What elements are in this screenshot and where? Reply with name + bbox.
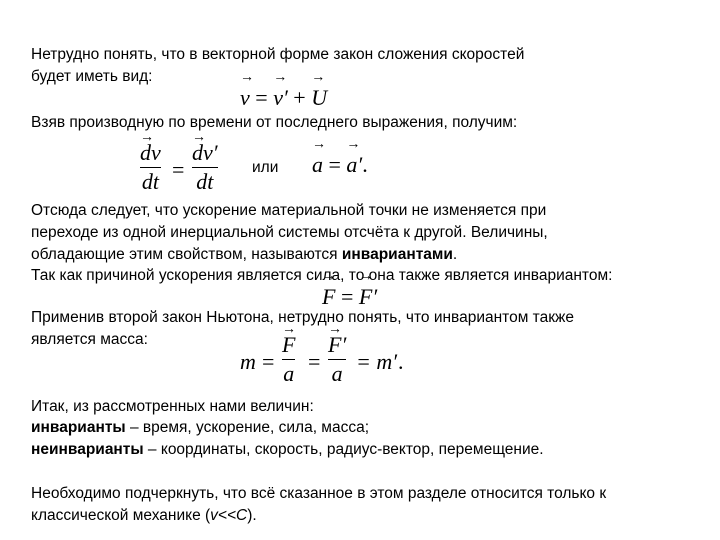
term-invariants: инварианты	[31, 419, 126, 436]
condition-v-less-c: v<<C	[210, 507, 248, 524]
text-line: Нетрудно понять, что в векторной форме закон сложения скоростей	[31, 46, 525, 63]
plus-sign: +	[287, 85, 312, 110]
formula-force-invariance	[322, 284, 377, 310]
fraction-dv-dt	[140, 140, 161, 195]
numerator: → dv	[140, 140, 161, 166]
equals-sign: =	[323, 152, 347, 177]
f-prime-vector: → F′	[359, 284, 377, 310]
text-span: – время, ускорение, сила, масса;	[125, 419, 370, 436]
equals-sign: =	[308, 349, 321, 374]
text-line: будет иметь вид:	[31, 68, 153, 85]
text-line	[31, 246, 457, 264]
v-prime-vector: → v′	[273, 85, 288, 111]
fraction-f-over-a	[282, 332, 295, 387]
text-line	[31, 419, 369, 437]
text-span: – координаты, скорость, радиус-вектор, перемещение.	[143, 441, 544, 458]
text-line: Итак, из рассмотренных нами величин:	[31, 398, 314, 415]
fraction-f-prime-over-a	[328, 332, 346, 387]
formula-acceleration-invariance	[312, 152, 368, 178]
equals-sign: =	[335, 284, 359, 309]
a-vector: → a	[312, 152, 323, 178]
text-line: Отсюда следует, что ускорение материальной точки не изменяется при	[31, 202, 547, 219]
equals-sign: =	[262, 349, 275, 374]
equals-sign: =	[249, 85, 274, 110]
text-span: классической механике (	[31, 507, 211, 524]
fraction-bar	[282, 359, 295, 360]
denominator: dt	[141, 169, 159, 195]
term-non-invariants: неинварианты	[31, 441, 144, 458]
denominator: dt	[196, 169, 214, 195]
f-vector: → F	[322, 284, 335, 310]
fraction-bar	[140, 167, 161, 168]
a-prime-vector: → a′	[346, 152, 362, 178]
text-line	[31, 441, 544, 459]
text-line: Применив второй закон Ньютона, нетрудно понять, что инвариантом также	[31, 309, 574, 326]
fraction-dv-prime-dt	[192, 140, 218, 195]
v-vector: → v	[240, 85, 250, 111]
formula-velocity-addition	[240, 85, 327, 111]
or-word: или	[252, 159, 279, 176]
numerator: → F′	[328, 332, 346, 358]
period: .	[398, 349, 404, 374]
text-line: является масса:	[31, 331, 148, 348]
denominator: a	[283, 361, 295, 387]
text-span: ).	[247, 507, 257, 524]
text-line: Взяв производную по времени от последнего выражения, получим:	[31, 114, 518, 131]
text-line: Необходимо подчеркнуть, что всё сказанное в этом разделе относится только к	[31, 485, 607, 502]
equals-m-prime: = m′	[356, 349, 398, 374]
fraction-bar	[192, 167, 218, 168]
text-line: Так как причиной ускорения является сила, то она также является инвариантом:	[31, 267, 613, 284]
text-span: .	[452, 246, 458, 263]
term-invariants: инвариантами	[341, 246, 453, 263]
numerator: → F	[282, 332, 295, 358]
equals-sign: =	[172, 157, 185, 182]
period: .	[362, 152, 368, 177]
denominator: a	[331, 361, 343, 387]
u-vector: → U	[311, 85, 327, 111]
text-span: обладающие этим свойством, называются	[31, 246, 342, 263]
numerator: → dv′	[192, 140, 218, 166]
mass-symbol: m	[240, 349, 256, 374]
fraction-bar	[328, 359, 346, 360]
text-line	[31, 507, 257, 525]
text-line: переходе из одной инерциальной системы отсчёта к другой. Величины,	[31, 224, 548, 241]
